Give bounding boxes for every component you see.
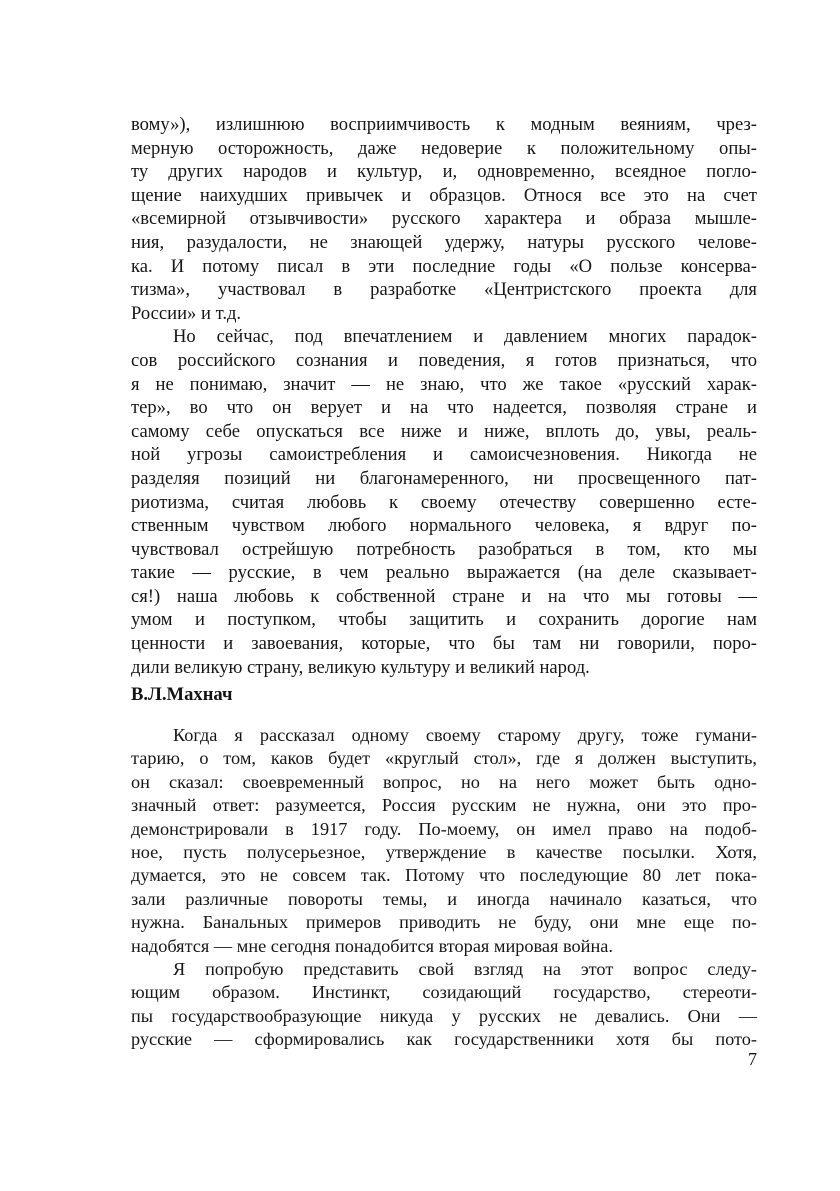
text-line: нужна. Банальных примеров приводить не буду, они мне еще по-: [131, 912, 757, 933]
text-line: чувствовал острейшую потребность разобраться в том, кто мы: [131, 538, 757, 560]
text-line: дили великую страну, великую культуру и великий народ.: [131, 656, 590, 678]
article-text-lower: [131, 724, 757, 1051]
text-line: ния, разудалости, не знающей удержу, натуры русского челове-: [131, 231, 757, 253]
text-line: надобятся — мне сегодня понадобится вторая мировая война.: [131, 935, 613, 956]
text-line: ной угрозы самоистребления и самоисчезновения. Никогда не: [131, 444, 757, 466]
text-line: «всемирной отзывчивости» русского характера и образа мышле-: [131, 208, 757, 230]
text-line: умом и поступком, чтобы защитить и сохранить дорогие нам: [131, 609, 757, 631]
text-line: Я попробую представить свой взгляд на этот вопрос следу-: [173, 958, 757, 979]
speaker-heading: В.Л.Махнач: [131, 684, 233, 705]
text-line: ту других народов и культур, и, одновременно, всеядное погло-: [131, 161, 757, 183]
text-line: ственным чувством любого нормального человека, я вдруг по-: [131, 515, 757, 537]
text-line: самому себе опускаться все ниже и ниже, вплоть до, увы, реаль-: [131, 420, 757, 442]
text-line: пы государствообразующие никуда у русских не девались. Они —: [131, 1005, 757, 1026]
text-line: значный ответ: разумеется, Россия русским не нужна, они это про-: [131, 795, 757, 816]
text-line: сов российского сознания и поведения, я готов признаться, что: [131, 349, 757, 371]
text-line: ющим образом. Инстинкт, созидающий государство, стереоти-: [131, 982, 757, 1003]
text-line: тер», во что он верует и на что надеется, позволяя стране и: [131, 397, 757, 419]
text-line: ное, пусть полусерьезное, утверждение в качестве посылки. Хотя,: [131, 841, 757, 862]
text-line: русские — сформировались как государственники хотя бы пото-: [131, 1029, 757, 1050]
text-line: мерную осторожность, даже недоверие к положительному опы-: [131, 137, 757, 159]
text-line: ценности и завоевания, которые, что бы там ни говорили, поро-: [131, 633, 757, 655]
text-line: России» и т.д.: [131, 302, 242, 324]
text-line: тизма», участвовал в разработке «Центристского проекта для: [131, 279, 757, 301]
text-line: разделяя позиций ни благонамеренного, ни просвещенного пат-: [131, 467, 757, 489]
text-line: риотизма, считая любовь к своему отечеству совершенно есте-: [131, 491, 757, 513]
text-line: думается, это не совсем так. Потому что последующие 80 лет пока-: [131, 865, 757, 886]
text-line: щение наихудших привычек и образцов. Относя все это на счет: [131, 184, 757, 206]
text-line: демонстрировали в 1917 году. По-моему, он имел право на подоб-: [131, 818, 757, 839]
text-line: я не понимаю, значит — не знаю, что же такое «русский харак-: [131, 373, 757, 395]
text-line: такие — русские, в чем реально выражается (на деле сказывает-: [131, 562, 757, 584]
text-line: зали различные повороты темы, и иногда начинало казаться, что: [131, 888, 757, 909]
text-line: Но сейчас, под впечатлением и давлением многих парадок-: [173, 326, 757, 348]
article-text-upper: [131, 113, 757, 679]
text-line: вому»), излишнюю восприимчивость к модным веяниям, чрез-: [131, 114, 757, 135]
text-line: он сказал: своевременный вопрос, но на него может быть одно-: [131, 771, 757, 792]
page-number: 7: [748, 1049, 757, 1069]
text-line: тарию, о том, каков будет «круглый стол», где я должен выступить,: [131, 748, 757, 769]
text-line: Когда я рассказал одному своему старому другу, тоже гумани-: [173, 725, 757, 745]
text-line: ся!) наша любовь к собственной стране и на что мы готовы —: [131, 585, 757, 607]
text-line: ка. И потому писал в эти последние годы «О пользе консерва-: [131, 255, 757, 277]
